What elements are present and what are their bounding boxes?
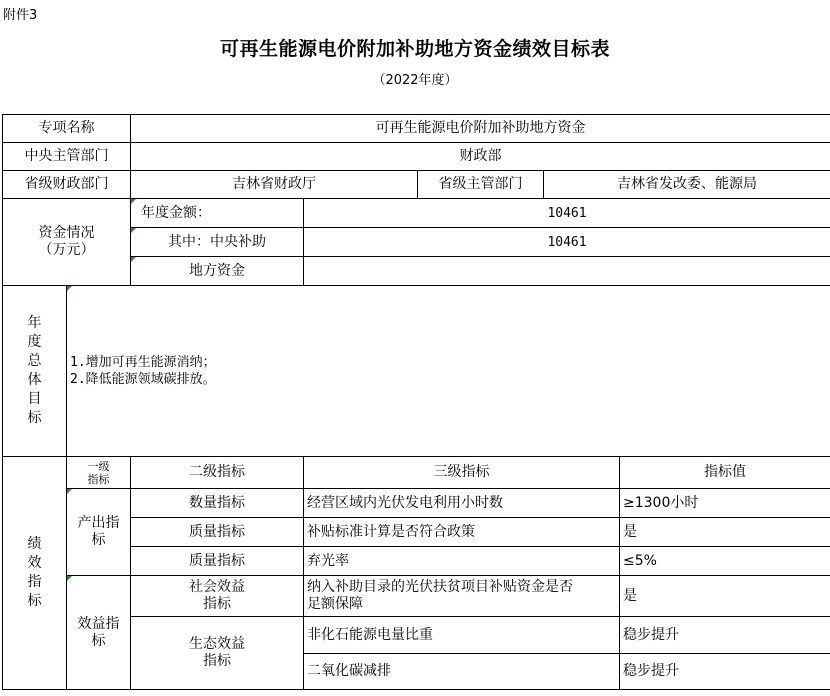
central-subsidy-value: 10461 [304, 228, 830, 257]
level2-line1: 社会效益 [189, 579, 245, 595]
level3-cell: 弃光率 [304, 547, 620, 576]
annual-goals-label [3, 286, 67, 457]
goal-line-1: 1.增加可再生能源消纳； [70, 355, 216, 370]
level3-header: 三级指标 [304, 457, 620, 489]
level2-line2: 指标 [203, 653, 231, 669]
benefit-indicator-group [67, 576, 131, 690]
level3-cell: 补贴标准计算是否符合政策 [304, 518, 620, 547]
prov-finance-value: 吉林省财政厅 [131, 171, 418, 199]
goal-char: 标 [27, 410, 42, 426]
goal-char: 度 [27, 334, 42, 350]
local-funds-label: 地方资金 [131, 257, 304, 286]
level1-header [67, 457, 131, 489]
prov-dept-label: 省级主管部门 [418, 171, 544, 199]
level1-header-line2: 指标 [87, 472, 110, 486]
row-project-name [3, 115, 830, 143]
funds-label-line2: （万元） [38, 242, 95, 258]
prov-finance-label: 省级财政部门 [3, 171, 131, 199]
value-cell: 稳步提升 [620, 654, 830, 690]
annual-amount-label: 年度金额： [131, 199, 304, 228]
project-name-label: 专项名称 [3, 115, 131, 143]
level3-cell: 经营区域内光伏发电利用小时数 [304, 489, 620, 518]
benefit-group-line2: 标 [91, 632, 106, 649]
annual-goals-text [67, 286, 830, 457]
level2-cell [131, 576, 304, 617]
level1-header-line1: 一级 [87, 459, 110, 473]
attachment-label: 附件3 [3, 8, 38, 23]
project-name-value: 可再生能源电价附加补助地方资金 [131, 115, 830, 143]
goal-char: 目 [27, 391, 42, 407]
level2-line2: 指标 [203, 596, 231, 612]
prov-dept-value: 吉林省发改委、能源局 [544, 171, 830, 199]
performance-indicators-label [3, 457, 67, 690]
output-indicator-group [67, 489, 131, 576]
level2-header: 二级指标 [131, 457, 304, 489]
value-cell: ≥1300小时 [620, 489, 830, 518]
central-dept-value: 财政部 [131, 143, 830, 171]
funds-label-line1: 资金情况 [38, 225, 95, 241]
central-subsidy-label: 其中：中央补助 [131, 228, 304, 257]
indicator-char: 指 [27, 574, 42, 590]
indicator-row [3, 489, 830, 518]
row-indicator-header [3, 457, 830, 489]
level3-cell [304, 576, 620, 617]
value-cell: ≤5% [620, 547, 830, 576]
level3-cell: 非化石能源电量比重 [304, 617, 620, 654]
annual-amount-value: 10461 [304, 199, 830, 228]
value-cell: 是 [620, 518, 830, 547]
level2-line1: 生态效益 [189, 636, 245, 652]
local-funds-value [304, 257, 830, 286]
value-cell: 稳步提升 [620, 617, 830, 654]
goal-char: 总 [27, 353, 42, 369]
level2-cell [131, 617, 304, 690]
page-title: 可再生能源电价附加补助地方资金绩效目标表 [219, 38, 610, 60]
level2-cell: 数量指标 [131, 489, 304, 518]
performance-table [2, 114, 830, 690]
central-dept-label: 中央主管部门 [3, 143, 131, 171]
value-header: 指标值 [620, 457, 830, 489]
level2-cell: 质量指标 [131, 547, 304, 576]
goal-char: 年 [27, 315, 42, 331]
value-cell: 是 [620, 576, 830, 617]
indicator-row [3, 576, 830, 617]
funds-label [3, 199, 131, 286]
goal-char: 体 [27, 372, 42, 388]
row-annual-goals [3, 286, 830, 457]
row-provincial [3, 171, 830, 199]
indicator-char: 效 [27, 555, 42, 571]
row-funds-annual [3, 199, 830, 228]
level3-line1: 纳入补助目录的光伏扶贫项目补贴资金是否 [307, 579, 573, 595]
benefit-group-line1: 效益指 [77, 615, 120, 632]
goal-line-2: 2.降低能源领域碳排放。 [70, 372, 216, 387]
indicator-char: 标 [27, 593, 42, 609]
level3-line2: 足额保障 [307, 596, 363, 612]
level2-cell: 质量指标 [131, 518, 304, 547]
level3-cell: 二氧化碳减排 [304, 654, 620, 690]
indicator-char: 绩 [27, 536, 42, 552]
row-central-dept [3, 143, 830, 171]
output-group-line2: 标 [91, 532, 106, 548]
output-group-line1: 产出指 [77, 515, 120, 531]
year-label: （2022年度） [372, 73, 458, 88]
